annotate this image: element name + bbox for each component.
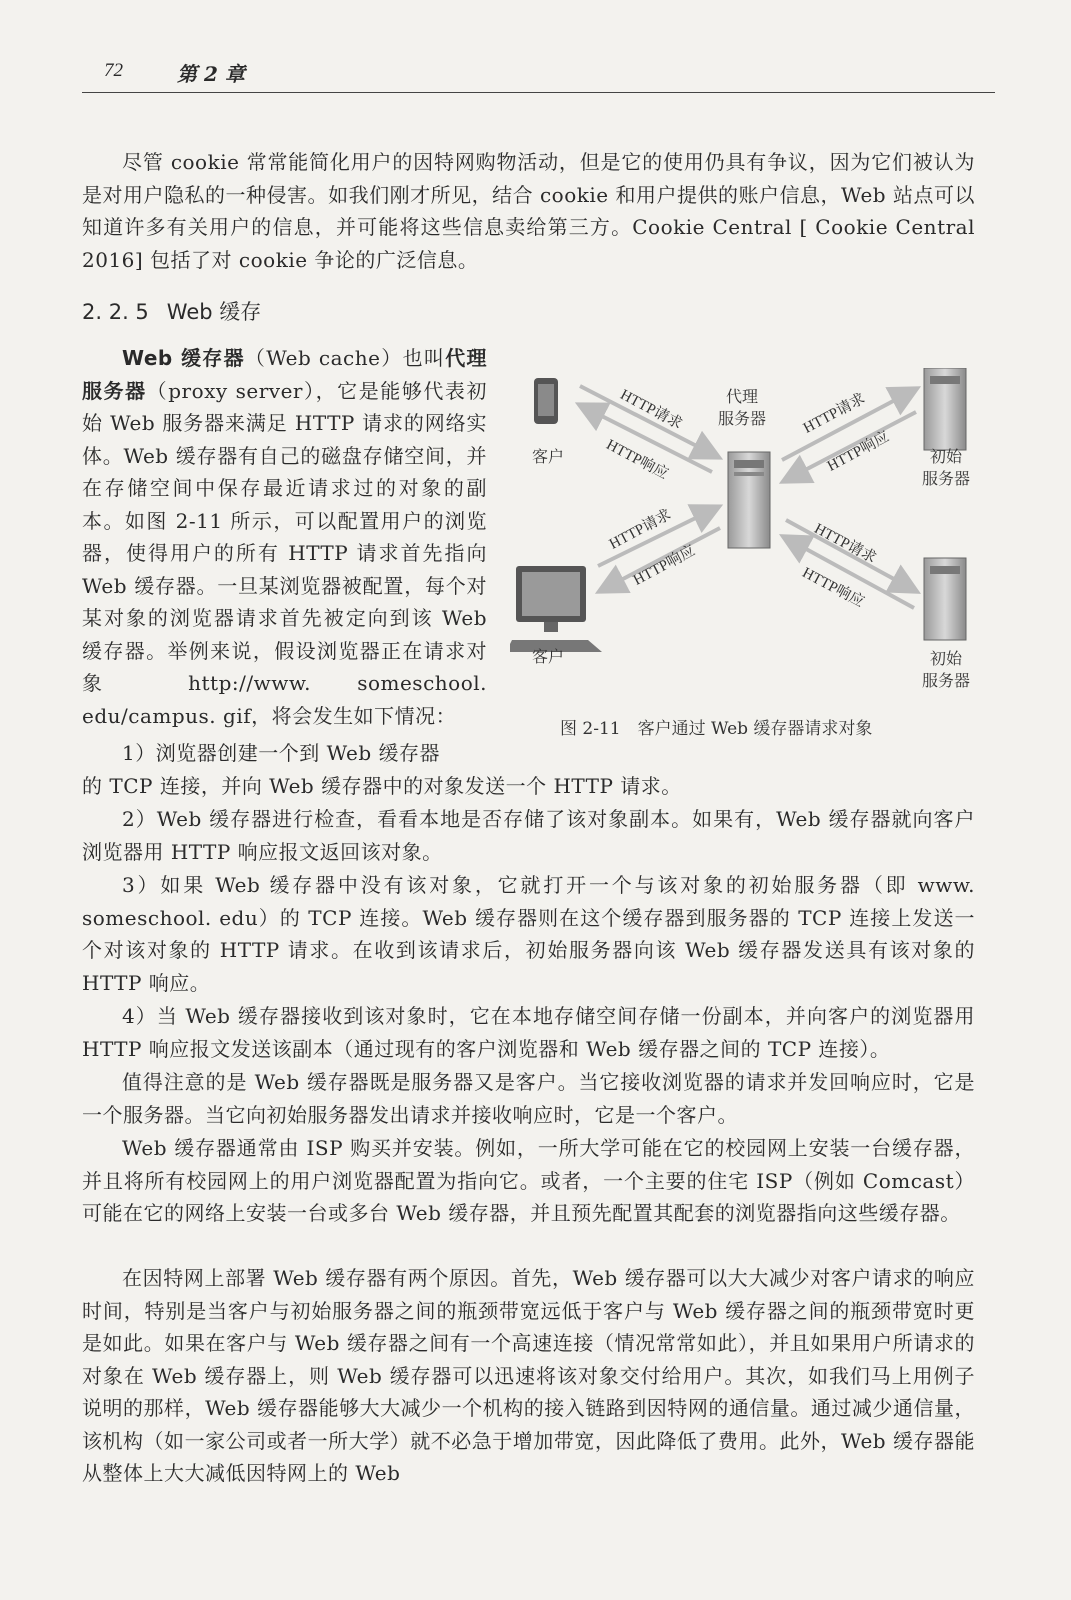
intro-text-a: （Web cache）也叫 [244,346,446,370]
proxy-server-label: 代理 服务器 [718,387,767,428]
section-number: 2. 2. 5 [82,300,149,324]
paragraph-cookie: 尽管 cookie 常常能简化用户的因特网购物活动，但是它的使用仍具有争议，因为它们被认为是对用户隐私的一种侵害。如我们刚才所见，结合 cookie 和用户提供的账户信息，Web 站点可以知道许多有关用户的信息，并可能将这些信息卖给第三方。Cookie Central [ Cookie Central 2016] 包括了对 cookie 争论的广泛信息。 [82,150,975,272]
step-1-rest: 的 TCP 连接，并向 Web 缓存器中的对象发送一个 HTTP 请求。 [82,774,682,798]
origin-server-icon-bottom [924,558,966,640]
origin-server-label-top: 初始 服务器 [922,447,971,488]
term-proxy-server: 代理服务器 [82,346,487,403]
client-label-bottom: 客户 [532,647,565,666]
paragraph-isp: Web 缓存器通常由 ISP 购买并安装。例如，一所大学可能在它的校园网上安装一台缓存器，并且将所有校园网上的用户浏览器配置为指向它。或者，一个主要的住宅 ISP（例如 Comcast）可能在它的网络上安装一台或多台 Web 缓存器，并且预先配置其配套的浏览器指向这些缓存器。 [82,1136,975,1225]
page-header [82,58,995,93]
step-2: 2）Web 缓存器进行检查，看看本地是否存储了该对象副本。如果有，Web 缓存器就向客户浏览器用 HTTP 响应报文返回该对象。 [82,807,975,864]
step-4: 4）当 Web 缓存器接收到该对象时，它在本地存储空间存储一份副本，并向客户的浏览器用 HTTP 响应报文发送该副本（通过现有的客户浏览器和 Web 缓存器之间的 TCP 连接）。 [82,1004,975,1061]
origin-server-icon-top [924,368,966,450]
paragraph-reasons: 在因特网上部署 Web 缓存器有两个原因。首先，Web 缓存器可以大大减少对客户请求的响应时间，特别是当客户与初始服务器之间的瓶颈带宽远低于客户与 Web 缓存器之间的瓶颈带宽时更是如此。如果在客户与 Web 缓存器之间有一个高速连接（情况常常如此），并且如果用户所请求的对象在 Web 缓存器上，则 Web 缓存器可以迅速将该对象交付给用户。其次，如我们马上用例子说明的那样，Web 缓存器能够大大减少一个机构的接入链路到因特网的通信量。通过减少通信量，该机构（如一家公司或者一所大学）就不必急于增加带宽，因此降低了费用。此外，Web 缓存器能从整体上大大减低因特网上的 Web [82,1266,975,1485]
step-1-first-line: 1）浏览器创建一个到 Web 缓存器 [122,741,441,765]
arrow-label-request-3: HTTP请求 [606,506,675,553]
arrow-label-request-4: HTTP请求 [811,520,879,567]
desktop-computer-icon [510,566,602,652]
paragraph-note: 值得注意的是 Web 缓存器既是服务器又是客户。当它接收浏览器的请求并发回响应时，它是一个服务器。当它向初始服务器发出请求并接收响应时，它是一个客户。 [82,1070,975,1127]
arrow-label-response-3: HTTP响应 [630,542,699,589]
section-title: Web 缓存 [166,300,262,324]
arrow-label-response-4: HTTP响应 [799,564,867,611]
page-number: 72 [104,60,123,81]
arrow-label-response-2: HTTP响应 [824,428,893,475]
term-web-cache: Web 缓存器 [122,346,245,370]
arrow-label-response-1: HTTP响应 [603,436,671,483]
arrow-label-request-1: HTTP请求 [617,386,685,433]
step-3: 3）如果 Web 缓存器中没有该对象，它就打开一个与该对象的初始服务器（即 www. someschool. edu）的 TCP 连接。Web 缓存器则在这个缓存器到服务器的 TCP 连接上发送一个对该对象的 HTTP 请求。在收到该请求后，初始服务器向该 Web 缓存器发送具有该对象的 HTTP 响应。 [82,873,975,995]
client-label-top: 客户 [532,447,565,466]
intro-text-b: （proxy server），它是能够代表初始 Web 服务器来满足 HTTP 请求的网络实体。Web 缓存器有自己的磁盘存储空间，并在存储空间中保存最近请求过的对象的副本。如图 2-11 所示，可以配置用户的浏览器，使得用户的所有 HTTP 请求首先指向 Web 缓存器。一旦某浏览器被配置，每个对某对象的浏览器请求首先被定向到该 Web 缓存器。举例来说，假设浏览器正在请求对象 http://www. someschool. edu/campus. gif，将会发生如下情况： [82,378,487,728]
proxy-server-icon [728,452,770,548]
origin-server-label-bottom: 初始 服务器 [922,649,971,690]
section-heading [82,296,261,326]
figure-web-cache [510,368,1000,718]
arrow-label-request-2: HTTP请求 [800,390,869,437]
figure-caption: 图 2-11 客户通过 Web 缓存器请求对象 [560,719,873,739]
paragraph-web-cache-intro [82,342,487,732]
chapter-label: 第 2 章 [177,62,245,86]
smartphone-icon [534,378,558,424]
